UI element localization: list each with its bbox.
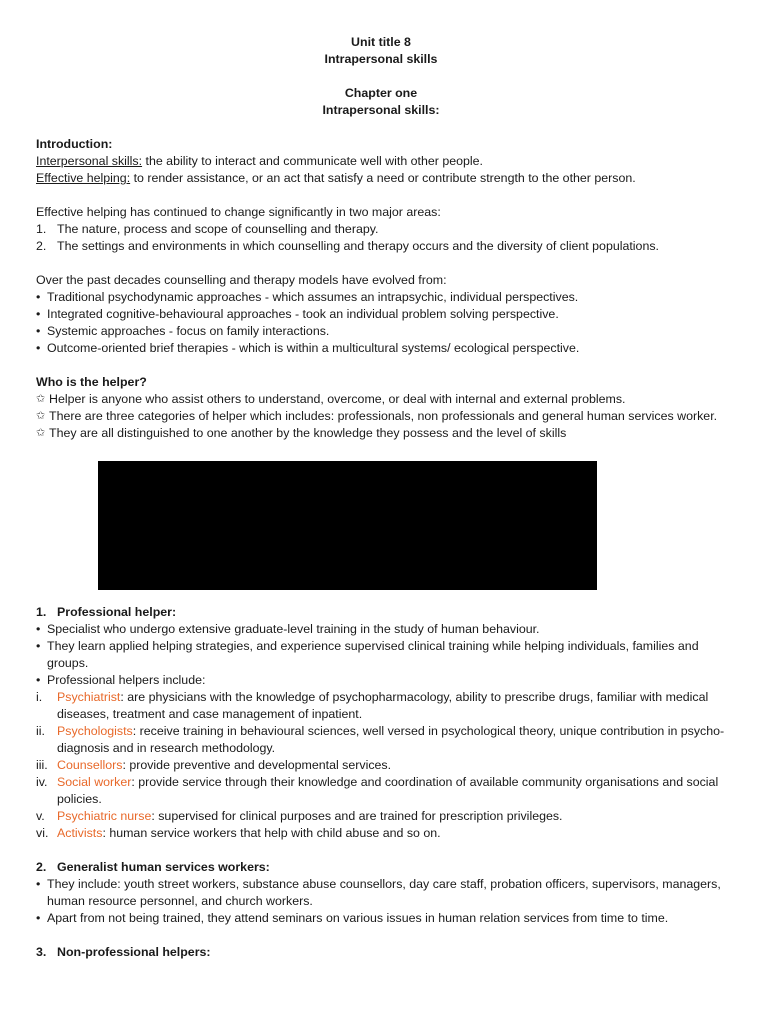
star-icon: ✩ — [36, 410, 46, 422]
role-item — [36, 774, 726, 808]
definition-line — [36, 153, 726, 170]
bullet-icon: • — [36, 341, 41, 355]
definition-term: Effective helping: — [36, 171, 131, 185]
bullet-icon: • — [36, 639, 41, 653]
roman-numeral: ii. — [36, 724, 45, 738]
bullet-icon: • — [36, 673, 41, 687]
roman-numeral: iii. — [36, 758, 48, 772]
role-description: : receive training in behavioural sciences, well versed in psychological theory, unique contribution in psycho-diagnosis and in research methodology. — [57, 724, 725, 755]
role-item — [36, 808, 726, 825]
numbered-item — [36, 238, 726, 255]
star-item — [36, 425, 726, 442]
role-description: : provide preventive and developmental services. — [122, 758, 392, 772]
role-term: Counsellors — [57, 758, 123, 772]
chapter-title: Chapter one — [344, 86, 418, 100]
introduction-heading: Introduction: — [36, 137, 113, 151]
definition-line — [36, 170, 726, 187]
chapter-subtitle: Intrapersonal skills: — [322, 103, 440, 117]
section-heading — [36, 859, 726, 876]
models-lead: Over the past decades counselling and therapy models have evolved from: — [36, 273, 447, 287]
bullet-text: They include: youth street workers, substance abuse counsellors, day care staff, probation officers, supervisors, managers, human resource personnel, and church workers. — [47, 877, 721, 908]
numbered-item — [36, 221, 726, 238]
star-item — [36, 408, 726, 425]
list-item-text: The nature, process and scope of counselling and therapy. — [57, 222, 379, 236]
list-number: 1. — [36, 222, 47, 236]
role-term: Psychologists — [57, 724, 133, 738]
bullet-item — [36, 621, 726, 638]
role-term: Social worker — [57, 775, 132, 789]
redacted-image — [98, 461, 597, 590]
definition-text: to render assistance, or an act that satisfy a need or contribute strength to the other person. — [130, 171, 636, 185]
bullet-icon: • — [36, 877, 41, 891]
document-page — [36, 34, 726, 961]
areas-lead: Effective helping has continued to change significantly in two major areas: — [36, 205, 441, 219]
bullet-text: Integrated cognitive-behavioural approaches - took an individual problem solving perspective. — [47, 307, 559, 321]
bullet-item — [36, 638, 726, 672]
list-number: 2. — [36, 239, 47, 253]
bullet-item — [36, 876, 726, 910]
bullet-item — [36, 340, 726, 357]
role-description: : supervised for clinical purposes and are trained for prescription privileges. — [151, 809, 563, 823]
role-term: Activists — [57, 826, 103, 840]
role-description: : provide service through their knowledge and coordination of available community organisations and social policies. — [57, 775, 719, 806]
star-item-text: Helper is anyone who assist others to understand, overcome, or deal with internal and external problems. — [49, 392, 626, 406]
section-heading — [36, 604, 726, 621]
role-description: : human service workers that help with child abuse and so on. — [102, 826, 441, 840]
definition-term: Interpersonal skills: — [36, 154, 143, 168]
roman-numeral: iv. — [36, 775, 48, 789]
role-item — [36, 689, 726, 723]
roman-numeral: vi. — [36, 826, 49, 840]
role-item — [36, 825, 726, 842]
bullet-text: Apart from not being trained, they attend seminars on various issues in human relation services from time to time. — [47, 911, 669, 925]
star-item — [36, 391, 726, 408]
star-icon: ✩ — [36, 427, 46, 439]
section-title: Professional helper: — [57, 605, 177, 619]
bullet-icon: • — [36, 307, 41, 321]
star-item-text: They are all distinguished to one another by the knowledge they possess and the level of skills — [49, 426, 567, 440]
roman-numeral: i. — [36, 690, 43, 704]
helper-heading: Who is the helper? — [36, 375, 147, 389]
section-title: Generalist human services workers: — [57, 860, 270, 874]
bullet-text: Specialist who undergo extensive graduate-level training in the study of human behaviour. — [47, 622, 540, 636]
bullet-icon: • — [36, 622, 41, 636]
roman-numeral: v. — [36, 809, 45, 823]
section-title: Non-professional helpers: — [57, 945, 211, 959]
bullet-icon: • — [36, 324, 41, 338]
bullet-text: Outcome-oriented brief therapies - which is within a multicultural systems/ ecological perspective. — [47, 341, 580, 355]
section-heading — [36, 944, 726, 961]
bullet-text: They learn applied helping strategies, and experience supervised clinical training while helping individuals, families and groups. — [47, 639, 699, 670]
list-item-text: The settings and environments in which counselling and therapy occurs and the diversity of client populations. — [57, 239, 659, 253]
bullet-item — [36, 323, 726, 340]
bullet-item — [36, 306, 726, 323]
bullet-icon: • — [36, 290, 41, 304]
unit-title: Unit title 8 — [351, 35, 411, 49]
bullet-text: Systemic approaches - focus on family interactions. — [47, 324, 330, 338]
role-item — [36, 723, 726, 757]
section-number: 3. — [36, 945, 47, 959]
bullet-text: Traditional psychodynamic approaches - which assumes an intrapsychic, individual perspectives. — [47, 290, 579, 304]
star-item-text: There are three categories of helper which includes: professionals, non professionals and general human services worker. — [49, 409, 718, 423]
role-term: Psychiatrist — [57, 690, 121, 704]
role-description: : are physicians with the knowledge of psychopharmacology, ability to prescribe drugs, familiar with medical diseases, treatment and case management of inpatient. — [57, 690, 709, 721]
bullet-item — [36, 289, 726, 306]
star-icon: ✩ — [36, 393, 46, 405]
section-number: 1. — [36, 605, 47, 619]
definition-text: the ability to interact and communicate well with other people. — [142, 154, 483, 168]
section-number: 2. — [36, 860, 47, 874]
bullet-item — [36, 910, 726, 927]
bullet-icon: • — [36, 911, 41, 925]
role-term: Psychiatric nurse — [57, 809, 152, 823]
role-item — [36, 757, 726, 774]
bullet-text: Professional helpers include: — [47, 673, 206, 687]
unit-subtitle: Intrapersonal skills — [324, 52, 438, 66]
bullet-item — [36, 672, 726, 689]
